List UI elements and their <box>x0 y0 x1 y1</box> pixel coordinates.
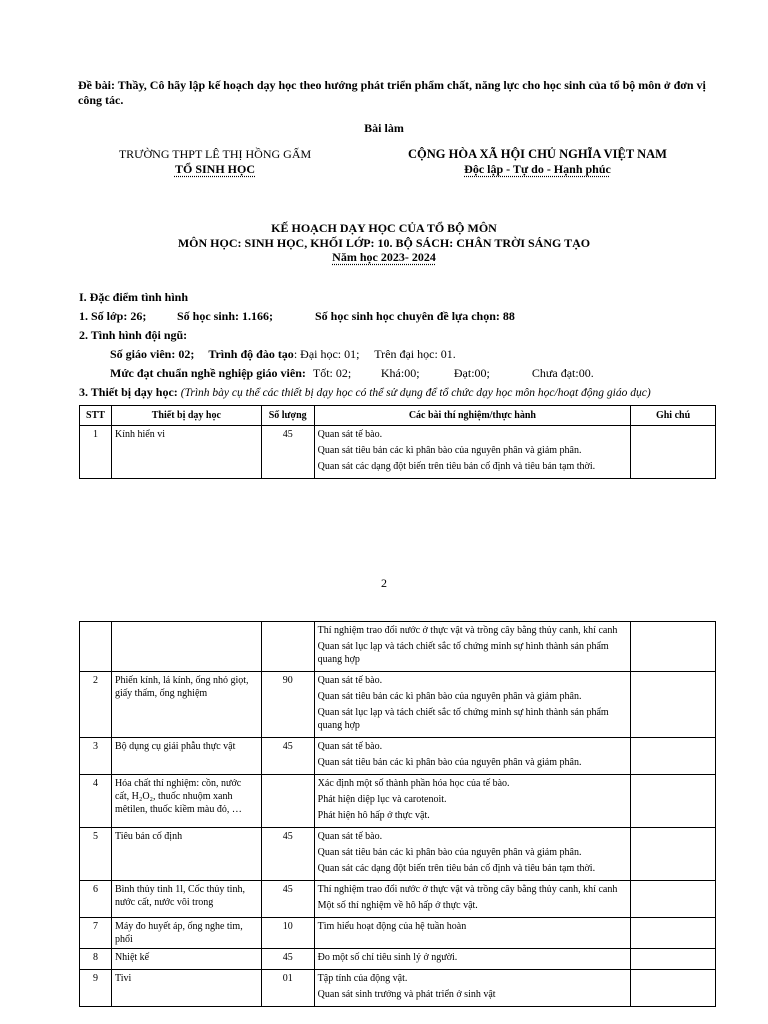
cell-device <box>111 622 261 672</box>
experiment-item: Đo một số chỉ tiêu sinh lý ở người. <box>317 952 458 963</box>
header-quantity: Số lượng <box>261 406 314 426</box>
experiment-item: Quan sát tiêu bản các kì phân bào của nguyên phân và giảm phân. <box>317 445 582 456</box>
experiment-item: Quan sát sinh trưởng và phát triển ở sinh vật <box>317 989 496 1000</box>
cell-notes <box>631 918 716 949</box>
cell-experiments <box>314 828 630 881</box>
school-name: TRƯỜNG THPT LÊ THỊ HỒNG GẤM <box>118 147 312 161</box>
experiment-item: Quan sát tế bào. <box>317 429 383 440</box>
cell-device: Tiêu bản cố định <box>111 828 261 881</box>
training-label: Trình độ đào tạo <box>208 347 294 361</box>
equipment-table-page1 <box>79 405 716 479</box>
experiment-item: Xác định một số thành phần hóa học của tế bào. <box>317 778 510 789</box>
cell-stt: 1 <box>80 426 112 479</box>
header-stt: STT <box>80 406 112 426</box>
bai-lam-heading: Bài làm <box>364 121 404 135</box>
cell-stt: 6 <box>80 881 112 918</box>
cell-notes <box>631 970 716 1007</box>
class-count: 1. Số lớp: 26; <box>79 309 147 323</box>
cell-device: Bình thủy tinh 1l, Cốc thủy tinh, nước cất, nước vôi trong <box>111 881 261 918</box>
experiment-item: Quan sát các dạng đột biến trên tiêu bản cố định và tiêu bản tạm thời. <box>317 461 596 472</box>
cell-stt: 8 <box>80 949 112 970</box>
equipment-table-page2 <box>79 621 716 1007</box>
republic-block <box>380 147 695 177</box>
standard-pass: Đạt:00; <box>453 366 490 380</box>
experiment-item: Quan sát tiêu bản các kì phân bào của nguyên phân và giảm phân. <box>317 757 582 768</box>
cell-quantity: 45 <box>261 828 314 881</box>
training-values: : Đại học: 01; Trên đại học: 01. <box>293 347 456 361</box>
table-row <box>80 881 716 918</box>
experiment-item: Quan sát lục lạp và tách chiết sắc tố chứng minh sự hình thành sản phẩm quang hợp <box>317 641 609 665</box>
cell-device: Hóa chất thí nghiệm: cồn, nước cất, H₂O₂, thuốc nhuộm xanh mêtilen, thuốc kiềm màu đỏ, … <box>111 775 261 828</box>
department-name: TỔ SINH HỌC <box>174 162 255 176</box>
table-row <box>80 775 716 828</box>
experiment-item: Quan sát tế bào. <box>317 675 383 686</box>
experiment-item: Tìm hiểu hoạt động của hệ tuần hoàn <box>317 921 467 932</box>
table-row <box>80 672 716 738</box>
table-row <box>80 828 716 881</box>
cell-quantity: 45 <box>261 426 314 479</box>
cell-experiments <box>314 918 630 949</box>
cell-quantity: 90 <box>261 672 314 738</box>
cell-notes <box>631 426 716 479</box>
cell-experiments <box>314 775 630 828</box>
cell-quantity: 45 <box>261 949 314 970</box>
header-notes: Ghi chú <box>631 406 716 426</box>
standard-label: Mức đạt chuẩn nghề nghiệp giáo viên: <box>110 366 306 380</box>
header-experiments: Các bài thí nghiệm/thực hành <box>314 406 630 426</box>
page-number: 2 <box>381 576 387 590</box>
table-row <box>80 622 716 672</box>
plan-year: Năm học 2023- 2024 <box>332 250 436 264</box>
cell-experiments <box>314 426 630 479</box>
cell-quantity: 45 <box>261 881 314 918</box>
table-row <box>80 738 716 775</box>
republic-name: CỘNG HÒA XÃ HỘI CHỦ NGHĨA VIỆT NAM <box>408 147 667 161</box>
cell-device: Phiến kính, lá kính, ống nhỏ giọt, giấy thấm, ống nghiệm <box>111 672 261 738</box>
cell-notes <box>631 738 716 775</box>
cell-device: Bộ dụng cụ giải phẫu thực vật <box>111 738 261 775</box>
standard-good: Tốt: 02; <box>312 366 352 380</box>
cell-notes <box>631 881 716 918</box>
teacher-count: Số giáo viên: 02; <box>110 347 195 361</box>
cell-experiments <box>314 970 630 1007</box>
experiment-item: Quan sát tiêu bản các kì phân bào của nguyên phân và giảm phân. <box>317 847 582 858</box>
cell-stt: 7 <box>80 918 112 949</box>
equipment-line <box>79 385 729 401</box>
experiment-item: Tập tính của động vật. <box>317 973 408 984</box>
cell-device: Máy đo huyết áp, ống nghe tim, phổi <box>111 918 261 949</box>
table-row <box>80 970 716 1007</box>
standard-fail: Chưa đạt:00. <box>531 366 594 380</box>
header-device: Thiết bị dạy học <box>111 406 261 426</box>
experiment-item: Thí nghiệm trao đổi nước ở thực vật và trồng cây bằng thủy canh, khí canh <box>317 884 618 895</box>
cell-stt: 5 <box>80 828 112 881</box>
equipment-heading: 3. Thiết bị dạy học: <box>79 385 178 399</box>
cell-quantity: 45 <box>261 738 314 775</box>
chosen-count: Số học sinh học chuyên đề lựa chọn: 88 <box>315 309 515 323</box>
standard-stats <box>110 366 594 381</box>
cell-notes <box>631 828 716 881</box>
plan-subject: MÔN HỌC: SINH HỌC, KHỐI LỚP: 10. BỘ SÁCH: CHÂN TRỜI SÁNG TẠO <box>177 235 591 250</box>
motto: Độc lập - Tự do - Hạnh phúc <box>464 162 611 176</box>
experiment-item: Quan sát lục lạp và tách chiết sắc tố chứng minh sự hình thành sản phẩm quang hợp <box>317 707 609 731</box>
cell-quantity <box>261 622 314 672</box>
plan-title: KẾ HOẠCH DẠY HỌC CỦA TỔ BỘ MÔN <box>271 221 497 235</box>
cell-stt: 9 <box>80 970 112 1007</box>
cell-stt: 2 <box>80 672 112 738</box>
table-row <box>80 426 716 479</box>
cell-quantity: 10 <box>261 918 314 949</box>
cell-notes <box>631 775 716 828</box>
equipment-note: (Trình bày cụ thể các thiết bị dạy học có thể sử dụng để tổ chức dạy học môn học/hoạt động giáo dục) <box>180 387 651 399</box>
class-stats <box>79 309 515 324</box>
cell-notes <box>631 672 716 738</box>
teacher-stats <box>110 347 456 362</box>
cell-experiments <box>314 949 630 970</box>
experiment-item: Phát hiện hô hấp ở thực vật. <box>317 810 430 821</box>
experiment-item: Quan sát tế bào. <box>317 741 383 752</box>
assignment-prompt: Đề bài: Thầy, Cô hãy lập kế hoạch dạy học theo hướng phát triển phẩm chất, năng lực cho học sinh của tổ bộ môn ở đơn vị công tác. <box>78 78 706 107</box>
experiment-item: Quan sát các dạng đột biến trên tiêu bản cố định và tiêu bản tạm thời. <box>317 863 596 874</box>
school-block <box>80 147 350 177</box>
table-row <box>80 949 716 970</box>
section-1-heading: I. Đặc điểm tình hình <box>79 290 189 304</box>
cell-notes <box>631 622 716 672</box>
experiment-item: Quan sát tiêu bản các kì phân bào của nguyên phân và giảm phân. <box>317 691 582 702</box>
cell-experiments <box>314 881 630 918</box>
experiment-item: Quan sát tế bào. <box>317 831 383 842</box>
staff-heading: 2. Tình hình đội ngũ: <box>79 328 188 342</box>
cell-experiments <box>314 622 630 672</box>
student-count: Số học sinh: 1.166; <box>177 309 274 323</box>
cell-stt: 3 <box>80 738 112 775</box>
cell-device: Tivi <box>111 970 261 1007</box>
cell-device: Kính hiển vi <box>111 426 261 479</box>
cell-quantity <box>261 775 314 828</box>
experiment-item: Một số thí nghiệm về hô hấp ở thực vật. <box>317 900 478 911</box>
experiment-item: Thí nghiệm trao đổi nước ở thực vật và trồng cây bằng thủy canh, khí canh <box>317 625 618 636</box>
cell-notes <box>631 949 716 970</box>
table-row <box>80 918 716 949</box>
standard-fair: Khá:00; <box>380 366 420 380</box>
cell-quantity: 01 <box>261 970 314 1007</box>
plan-heading <box>0 221 768 265</box>
cell-experiments <box>314 738 630 775</box>
cell-experiments <box>314 672 630 738</box>
cell-device: Nhiệt kế <box>111 949 261 970</box>
cell-stt <box>80 622 112 672</box>
cell-stt: 4 <box>80 775 112 828</box>
experiment-item: Phát hiện diệp lục và carotenoit. <box>317 794 447 805</box>
